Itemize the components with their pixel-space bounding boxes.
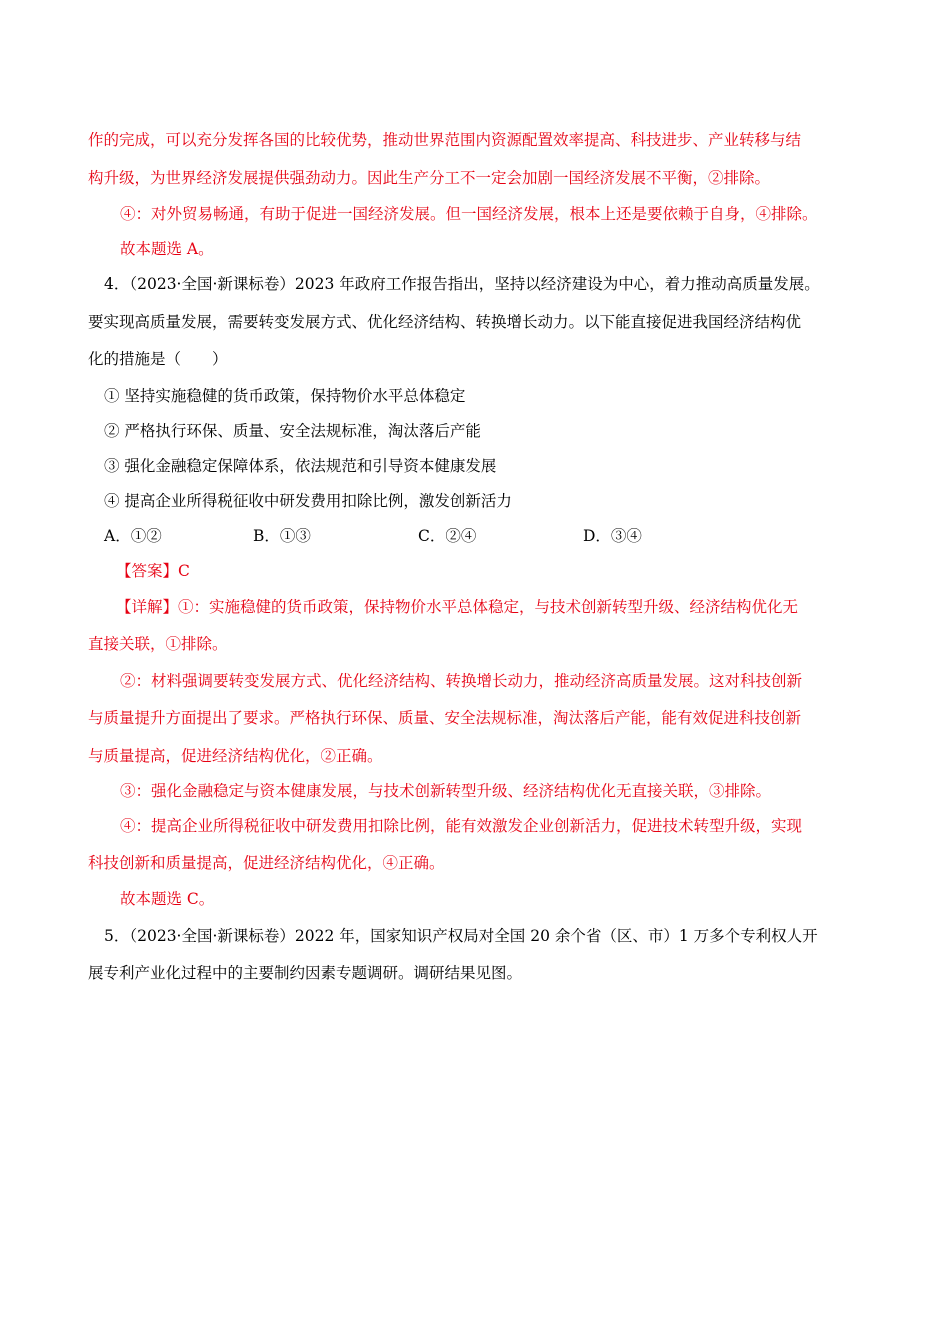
conclusion-line: 故本题选 C。 xyxy=(120,890,215,908)
detail-line: 科技创新和质量提高，促进经济结构优化，④正确。 xyxy=(88,854,445,872)
question-5-stem: 展专利产业化过程中的主要制约因素专题调研。调研结果见图。 xyxy=(88,964,523,982)
option-c: C．②④ xyxy=(418,527,477,545)
prev-explanation-line: ④：对外贸易畅通，有助于促进一国经济发展。但一国经济发展，根本上还是要依赖于自身，④排除。 xyxy=(120,205,818,223)
question-4-stem: 要实现高质量发展，需要转变发展方式、优化经济结构、转换增长动力。以下能直接促进我国经济结构优 xyxy=(88,313,802,331)
detail-line: 直接关联，①排除。 xyxy=(88,635,228,653)
detail-line: ④：提高企业所得税征收中研发费用扣除比例，能有效激发企业创新活力，促进技术转型升级，实现 xyxy=(120,817,803,835)
question-5-stem: 5．（2023·全国·新课标卷）2022 年，国家知识产权局对全国 20 余个省（区、市）1 万多个专利权人开 xyxy=(104,927,818,945)
question-4-item: ④ 提高企业所得税征收中研发费用扣除比例，激发创新活力 xyxy=(104,492,512,510)
prev-explanation-line: 作的完成，可以充分发挥各国的比较优势，推动世界范围内资源配置效率提高、科技进步、产业转移与结 xyxy=(88,131,802,149)
detail-line: 与质量提高，促进经济结构优化，②正确。 xyxy=(88,747,383,765)
option-b: B．①③ xyxy=(253,527,311,545)
answer-label: 【答案】C xyxy=(116,562,190,580)
question-4-item: ① 坚持实施稳健的货币政策，保持物价水平总体稳定 xyxy=(104,387,466,405)
detail-line: 【详解】①：实施稳健的货币政策，保持物价水平总体稳定，与技术创新转型升级、经济结构优化无 xyxy=(116,598,799,616)
question-4-item: ③ 强化金融稳定保障体系，依法规范和引导资本健康发展 xyxy=(104,457,497,475)
option-a: A．①② xyxy=(104,527,162,545)
detail-line: 与质量提升方面提出了要求。严格执行环保、质量、安全法规标准，淘汰落后产能，能有效促进科技创新 xyxy=(88,709,802,727)
prev-explanation-line: 构升级，为世界经济发展提供强劲动力。因此生产分工不一定会加剧一国经济发展不平衡，②排除。 xyxy=(88,169,771,187)
option-d: D．③④ xyxy=(583,527,642,545)
question-4-item: ② 严格执行环保、质量、安全法规标准，淘汰落后产能 xyxy=(104,422,481,440)
question-4-stem: 4．（2023·全国·新课标卷）2023 年政府工作报告指出，坚持以经济建设为中心，着力推动高质量发展。 xyxy=(104,275,820,293)
detail-line: ③：强化金融稳定与资本健康发展，与技术创新转型升级、经济结构优化无直接关联，③排除。 xyxy=(120,782,772,800)
question-4-stem: 化的措施是（ ） xyxy=(88,350,228,368)
prev-conclusion: 故本题选 A。 xyxy=(120,240,214,258)
detail-line: ②：材料强调要转变发展方式、优化经济结构、转换增长动力，推动经济高质量发展。这对科技创新 xyxy=(120,672,803,690)
